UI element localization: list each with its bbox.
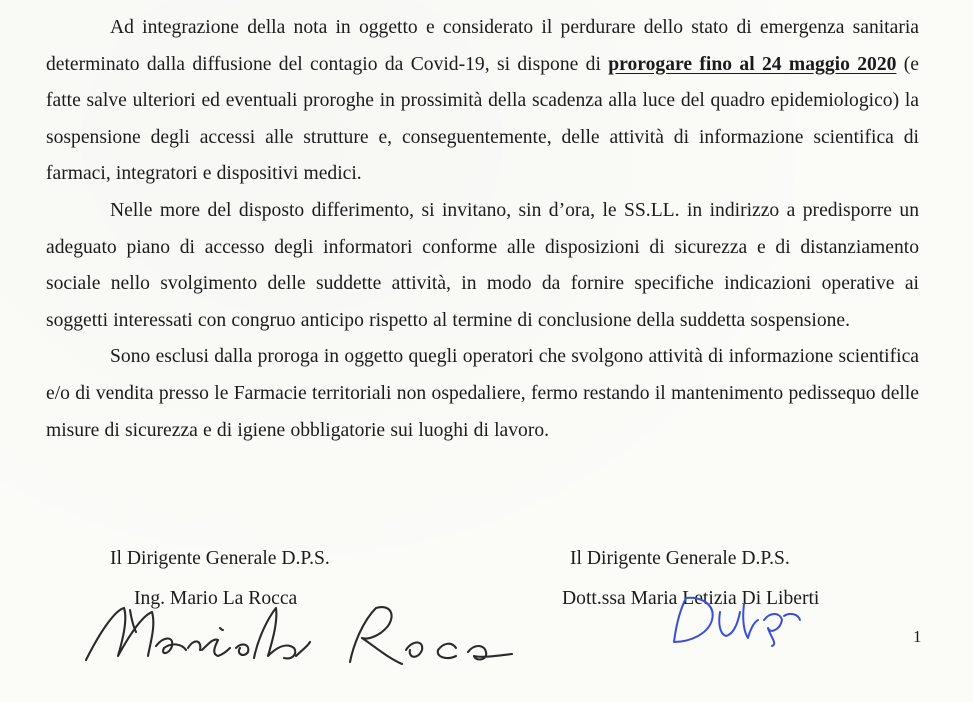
paragraph-extension-intro: Ad integrazione della nota in oggetto e considerato il perdurare dello stato di emergenza sanitaria determinato dalla diffusione del contagio da Covid-19, si dispone di xyxy=(46,17,919,75)
right-signatory-name: Dott.ssa Maria Letizia Di Liberti xyxy=(562,588,820,609)
left-signatory-title: Il Dirigente Generale D.P.S. xyxy=(110,548,330,569)
extension-date-emphasis: prorogare fino al 24 maggio 2020 xyxy=(608,53,897,75)
paragraph-access-plan: Nelle more del disposto differimento, si invitano, sin d’ora, le SS.LL. in indirizzo a predisporre un adeguato piano di accesso degli informatori conforme alle disposizioni di sicurezza e di distanziamento sociale nello svolgimento delle suddette attività, in modo da fornire specifiche indicazioni operative ai soggetti interessati con congruo anticipo rispetto al termine di conclusione della suddetta sospensione. xyxy=(46,199,919,331)
left-signatory-name: Ing. Mario La Rocca xyxy=(134,588,298,609)
paragraph-extension xyxy=(46,10,919,193)
document-body xyxy=(46,10,919,449)
page-number: 1 xyxy=(913,627,922,646)
paragraph-exclusions: Sono esclusi dalla proroga in oggetto quegli operatori che svolgono attività di informazione scientifica e/o di vendita presso le Farmacie territoriali non ospedaliere, fermo restando il mantenimento pedissequo delle misure di sicurezza e di igiene obbligatorie sui luoghi di lavoro. xyxy=(46,346,919,441)
paragraph-extension-rest: (e fatte salve ulteriori ed eventuali proroghe in prossimità della scadenza alla luce del quadro epidemiologico) la sospensione degli accessi alle strutture e, conseguentemente, delle attività di informazione scientifica di farmaci, integratori e dispositivi medici. xyxy=(46,53,919,185)
right-signatory-title: Il Dirigente Generale D.P.S. xyxy=(570,548,790,569)
